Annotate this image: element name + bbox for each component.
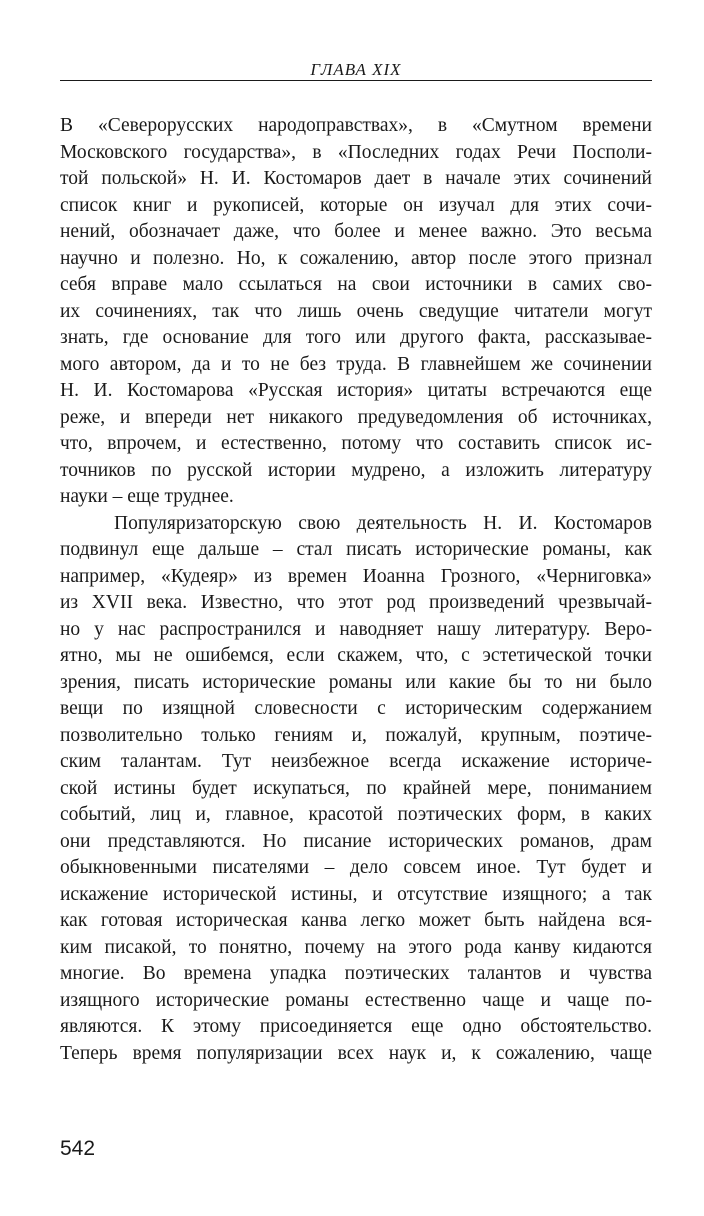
text-line: нений, обозначает даже, что более и менее важно. Это весьма	[60, 221, 652, 242]
text-line: из XVII века. Известно, что этот род произведений чрезвычай-	[60, 592, 652, 613]
text-line: изящного исторические романы естественно чаще и чаще по-	[60, 989, 652, 1011]
text-line: многие. Во времена упадка поэтических талантов и чувства	[60, 963, 652, 984]
chapter-title: ГЛАВА XIX	[310, 60, 402, 79]
text-line: ким писакой, то понятно, почему на этого рода канву кидаются	[60, 936, 652, 958]
running-header	[60, 60, 652, 84]
text-line: вещи по изящной словесности с историческим содержанием	[60, 698, 652, 719]
text-line: зрения, писать исторические романы или какие бы то ни было	[60, 671, 652, 693]
text-line: точников по русской истории мудрено, а изложить литературу	[60, 459, 652, 481]
text-line: позволительно только гениям и, пожалуй, крупным, поэтиче-	[60, 724, 652, 746]
text-line: но у нас распространился и наводняет нашу литературу. Веро-	[60, 618, 652, 640]
text-line: мого автором, да и то не без труда. В главнейшем же сочинении	[60, 353, 652, 375]
text-line: Популяризаторскую свою деятельность Н. И. Костомаров	[114, 512, 652, 534]
paragraph	[60, 511, 652, 1068]
text-line: являются. К этому присоединяется еще одно обстоятельство.	[60, 1016, 652, 1037]
text-line: Московского государства», в «Последних годах Речи Посполи-	[60, 141, 652, 163]
text-line: реже, и впереди нет никакого предуведомления об источниках,	[60, 406, 652, 428]
text-line: список книг и рукописей, которые он изучал для этих сочи-	[60, 194, 652, 216]
text-line: знать, где основание для того или другого факта, рассказывае-	[60, 327, 652, 348]
text-line: ским талантам. Тут неизбежное всегда искажение историче-	[60, 751, 652, 772]
header-rule	[60, 80, 652, 81]
paragraph	[60, 113, 652, 511]
text-line: научно и полезно. Но, к сожалению, автор после этого признал	[60, 247, 652, 269]
text-line: они представляются. Но писание исторических романов, драм	[60, 830, 652, 852]
text-line: В «Северорусских народоправствах», в «Смутном времени	[60, 115, 652, 136]
text-line: той польской» Н. И. Костомаров дает в начале этих сочинений	[60, 168, 652, 189]
text-line: Н. И. Костомарова «Русская история» цитаты встречаются еще	[60, 380, 652, 401]
text-line: что, впрочем, и естественно, потому что составить список ис-	[60, 433, 652, 454]
text-line: как готовая историческая канва легко может быть найдена вся-	[60, 910, 652, 931]
text-line: обыкновенными писателями – дело совсем иное. Тут будет и	[60, 857, 652, 878]
text-line: подвинул еще дальше – стал писать исторические романы, как	[60, 539, 652, 560]
text-line: Теперь время популяризации всех наук и, к сожалению, чаще	[60, 1042, 652, 1064]
text-line: ской истины будет искупаться, по крайней мере, пониманием	[60, 777, 652, 799]
text-line: искажение исторической истины, и отсутствие изящного; а так	[60, 883, 652, 905]
text-line: себя вправе мало ссылаться на свои источники в самих сво-	[60, 274, 652, 295]
body-text	[60, 113, 652, 1067]
text-line: событий, лиц и, главное, красотой поэтических форм, в каких	[60, 804, 652, 825]
page-number: 542	[60, 1137, 96, 1160]
text-line: ятно, мы не ошибемся, если скажем, что, с эстетической точки	[60, 645, 652, 666]
text-line: науки – еще труднее.	[60, 486, 234, 507]
text-line: например, «Кудеяр» из времен Иоанна Грозного, «Черниговка»	[60, 565, 652, 587]
text-line: их сочинениях, так что лишь очень сведущие читатели могут	[60, 300, 652, 322]
